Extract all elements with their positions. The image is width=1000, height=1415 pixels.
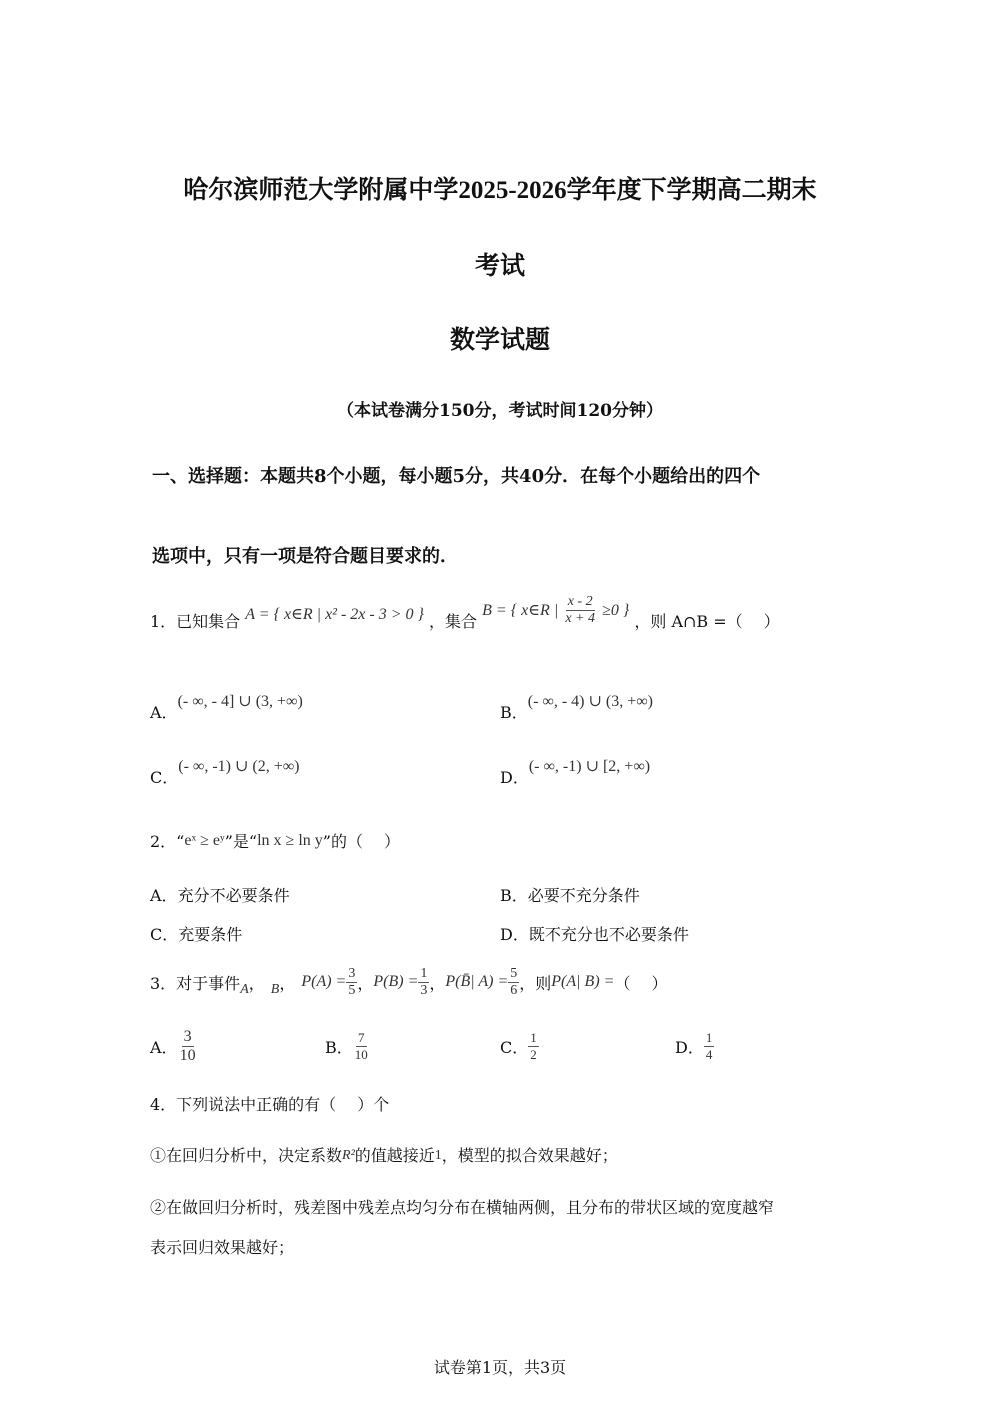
q1-option-d[interactable] bbox=[500, 758, 651, 788]
section-heading-line2: 选项中，只有一项是符合题目要求的． bbox=[152, 546, 458, 567]
q2-condition-2: ln x ≥ ln y bbox=[257, 832, 323, 849]
q3-option-a-num: 3 bbox=[183, 1027, 192, 1045]
q3-sep-4: ， bbox=[429, 973, 446, 993]
page-footer: 试卷第1页，共3页 bbox=[433, 1358, 567, 1377]
q3-pb-label: P(B) = bbox=[373, 973, 419, 990]
q4-s1-pre: ①在回归分析中，决定系数 bbox=[150, 1146, 343, 1165]
q2-option-c-value: 充要条件 bbox=[178, 925, 243, 944]
q3-option-b-den: 10 bbox=[354, 1046, 368, 1062]
q2-option-b-value: 必要不充分条件 bbox=[527, 886, 640, 905]
subject-title: 数学试题 bbox=[449, 327, 550, 354]
q2-suffix: ”的（ ） bbox=[322, 832, 401, 851]
q1-set-b-num: x - 2 bbox=[567, 594, 593, 609]
q2-option-d-label: D． bbox=[500, 925, 529, 944]
q3-option-d-den: 4 bbox=[705, 1046, 713, 1062]
q1-set-a: A = { x∈R | x² - 2x - 3 > 0 } bbox=[245, 606, 424, 623]
q3-option-c[interactable] bbox=[500, 1024, 539, 1068]
q1-suffix: ，则 A∩B =（ ） bbox=[634, 612, 780, 631]
q3-pb-den: 3 bbox=[420, 982, 428, 998]
q4-statement-2-line2: 表示回归效果越好； bbox=[150, 1238, 295, 1257]
q3-event-b: B bbox=[270, 982, 280, 997]
q3-pb-fraction bbox=[418, 966, 429, 999]
q3-prefix: 3．对于事件 bbox=[150, 973, 241, 993]
q3-pa-fraction bbox=[346, 966, 357, 999]
q1-option-a[interactable] bbox=[150, 693, 303, 723]
q2-option-a-value: 充分不必要条件 bbox=[177, 886, 290, 905]
q1-set-b bbox=[482, 594, 634, 626]
q1-option-b[interactable] bbox=[500, 693, 653, 723]
q3-sep-3: ， bbox=[357, 973, 374, 993]
q3-suffix-pre: ，则 bbox=[519, 973, 552, 993]
q4-statement-2-line1: ②在做回归分析时，残差图中残差点均匀分布在横轴两侧，且分布的带状区域的宽度越窄 bbox=[150, 1198, 775, 1217]
q3-option-b-fraction bbox=[353, 1030, 370, 1063]
q3-option-a-label: A． bbox=[150, 1037, 178, 1057]
q1-set-b-pre: B = { x∈R | bbox=[482, 602, 559, 619]
q1-mid: ，集合 bbox=[429, 612, 478, 631]
q3-event-a: A bbox=[240, 982, 249, 997]
q2-option-b-label: B． bbox=[500, 886, 528, 905]
q3-target: P(A| B) = bbox=[551, 973, 615, 990]
q4-statement-1 bbox=[150, 1143, 618, 1166]
q1-set-b-den: x + 4 bbox=[565, 611, 595, 626]
q3-option-a[interactable] bbox=[150, 1024, 198, 1068]
q1-option-c-label: C． bbox=[150, 768, 179, 787]
q2-mid: ”是“ bbox=[224, 832, 258, 851]
q4-s1-post: ，模型的拟合效果越好； bbox=[441, 1146, 618, 1165]
q3-option-d[interactable] bbox=[675, 1024, 714, 1068]
q3-option-a-fraction bbox=[178, 1028, 198, 1065]
question-4-stem: 4．下列说法中正确的有（ ）个 bbox=[150, 1095, 390, 1114]
q1-option-d-label: D． bbox=[500, 768, 529, 787]
q2-option-b[interactable] bbox=[500, 883, 640, 906]
q1-set-b-post: ≥0 } bbox=[602, 602, 630, 619]
q1-option-a-value: (- ∞, - 4] ∪ (3, +∞) bbox=[177, 693, 303, 710]
q2-option-c[interactable] bbox=[150, 922, 242, 945]
q1-option-c-value: (- ∞, -1) ∪ (2, +∞) bbox=[178, 758, 300, 775]
q4-s1-one: 1 bbox=[434, 1148, 442, 1163]
question-1 bbox=[150, 594, 780, 639]
q2-prefix: 2．“ bbox=[150, 832, 185, 851]
q3-option-b-num: 7 bbox=[358, 1029, 365, 1045]
q3-option-d-num: 1 bbox=[705, 1029, 713, 1045]
q3-option-c-num: 1 bbox=[530, 1029, 537, 1045]
q3-option-a-den: 10 bbox=[179, 1046, 196, 1064]
q2-option-c-label: C． bbox=[150, 925, 179, 944]
q3-suffix: （ ） bbox=[614, 973, 668, 993]
section-heading-line1: 一、选择题：本题共8个小题，每小题5分，共40分．在每个小题给出的四个 bbox=[152, 466, 761, 487]
q1-prefix: 1．已知集合 bbox=[150, 612, 241, 631]
q3-pa-num: 3 bbox=[348, 965, 356, 981]
q3-pba-den: 6 bbox=[510, 982, 518, 998]
q1-option-b-value: (- ∞, - 4) ∪ (3, +∞) bbox=[527, 693, 653, 710]
q1-set-b-fraction bbox=[563, 594, 597, 627]
q3-option-c-den: 2 bbox=[530, 1046, 537, 1062]
q3-pa-label: P(A) = bbox=[301, 973, 347, 990]
exam-note: （本试卷满分150分，考试时间120分钟） bbox=[337, 401, 663, 421]
q3-pba-label: P(B̄| A) = bbox=[445, 973, 509, 990]
q3-pb-num: 1 bbox=[420, 965, 428, 981]
question-3 bbox=[150, 960, 668, 1004]
q3-option-b-label: B． bbox=[325, 1037, 353, 1057]
q3-option-b[interactable] bbox=[325, 1024, 370, 1068]
q3-option-d-label: D． bbox=[675, 1037, 704, 1057]
q4-s1-mid: 的值越接近 bbox=[354, 1146, 435, 1165]
q1-option-a-label: A． bbox=[150, 703, 178, 722]
q3-option-c-fraction bbox=[528, 1030, 539, 1063]
question-2 bbox=[150, 829, 400, 852]
q1-option-d-value: (- ∞, -1) ∪ [2, +∞) bbox=[528, 758, 651, 775]
q3-pa-den: 5 bbox=[348, 982, 356, 998]
exam-title-line2: 考试 bbox=[474, 253, 525, 280]
q2-condition-1: eˣ ≥ eʸ bbox=[184, 832, 225, 849]
exam-title-line1: 哈尔滨师范大学附属中学2025-2026学年度下学期高二期末 bbox=[183, 177, 817, 204]
q1-option-b-label: B． bbox=[500, 703, 528, 722]
q3-pba-fraction bbox=[508, 966, 519, 999]
q2-option-d-value: 既不充分也不必要条件 bbox=[528, 925, 689, 944]
q3-pba-num: 5 bbox=[510, 965, 518, 981]
q3-option-c-label: C． bbox=[500, 1037, 529, 1057]
q3-option-d-fraction bbox=[704, 1030, 715, 1063]
q2-option-a[interactable] bbox=[150, 883, 290, 906]
q4-s1-math: R² bbox=[342, 1148, 355, 1163]
q3-sep-2: ， bbox=[279, 973, 296, 993]
q1-option-c[interactable] bbox=[150, 758, 300, 788]
q2-option-d[interactable] bbox=[500, 922, 689, 945]
q2-option-a-label: A． bbox=[150, 886, 178, 905]
q3-sep-1: ， bbox=[248, 973, 265, 993]
